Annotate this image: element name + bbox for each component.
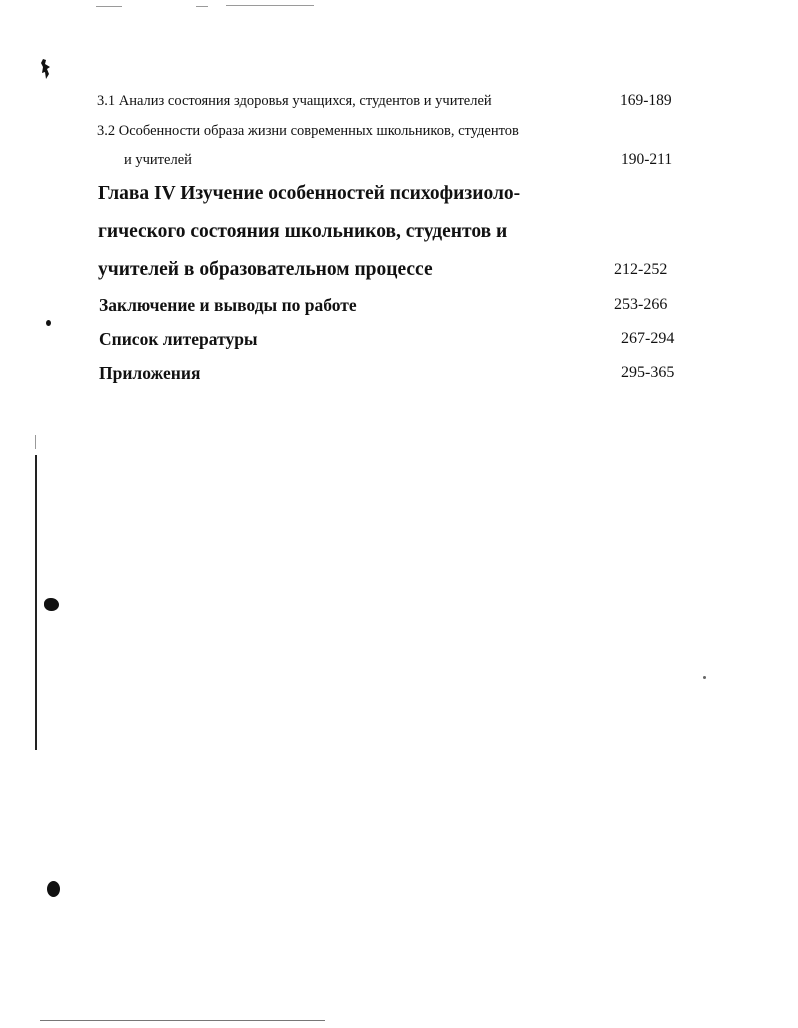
scan-edge-line bbox=[35, 435, 36, 449]
ink-blot bbox=[46, 320, 51, 326]
toc-appendices-pages: 295-365 bbox=[621, 364, 675, 381]
toc-chapter-4-pages: 212-252 bbox=[614, 261, 668, 278]
scan-rule bbox=[196, 6, 208, 7]
toc-entry-3-1-title: 3.1 Анализ состояния здоровья учащихся, студентов и учителей bbox=[97, 93, 492, 109]
toc-chapter-4-line1: Глава IV Изучение особенностей психофизиоло- bbox=[98, 183, 521, 204]
scan-rule bbox=[226, 5, 314, 6]
scan-rule bbox=[96, 6, 122, 7]
toc-chapter-4-line3: учителей в образовательном процессе bbox=[98, 259, 433, 280]
scan-edge-line bbox=[35, 455, 37, 750]
toc-conclusion-title: Заключение и выводы по работе bbox=[99, 295, 357, 315]
punch-hole-mark bbox=[44, 598, 59, 611]
toc-conclusion-pages: 253-266 bbox=[614, 296, 668, 313]
punch-hole-mark bbox=[47, 881, 60, 897]
ink-mark-icon bbox=[41, 59, 51, 79]
ink-dot bbox=[703, 676, 706, 679]
toc-entry-3-1-pages: 169-189 bbox=[620, 92, 672, 109]
toc-appendices-title: Приложения bbox=[99, 363, 201, 383]
toc-entry-3-2-title-line1: 3.2 Особенности образа жизни современных школьников, студентов bbox=[97, 123, 519, 139]
toc-references-title: Список литературы bbox=[99, 329, 258, 349]
toc-references-pages: 267-294 bbox=[621, 330, 675, 347]
toc-chapter-4-line2: гического состояния школьников, студентов и bbox=[98, 221, 508, 242]
scan-rule bbox=[40, 1020, 325, 1021]
toc-entry-3-2-pages: 190-211 bbox=[621, 151, 673, 168]
toc-entry-3-2-title-line2: и учителей bbox=[124, 152, 192, 168]
